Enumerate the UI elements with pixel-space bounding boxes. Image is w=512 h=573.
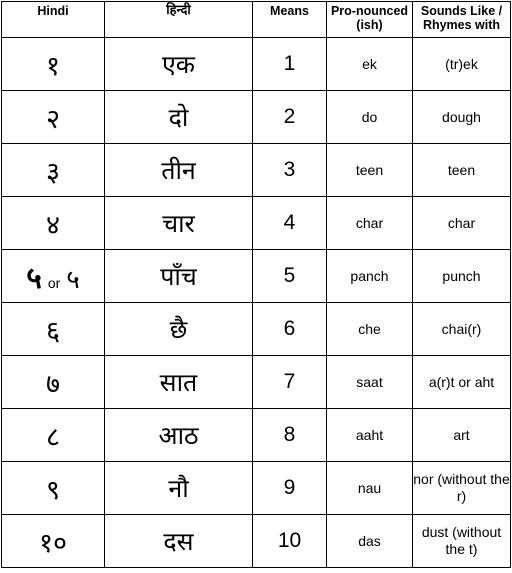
header-pronounced: Pro-nounced (ish): [327, 2, 413, 38]
numeral-cell: ३: [2, 144, 105, 197]
sounds-like-cell: nor (without the r): [413, 462, 511, 515]
word-cell: पाँच: [105, 250, 253, 303]
means-cell: 8: [253, 409, 327, 462]
word-cell: एक: [105, 38, 253, 91]
sounds-like-cell: chai(r): [413, 303, 511, 356]
pronounced-cell: ek: [327, 38, 413, 91]
sounds-like-cell: dough: [413, 91, 511, 144]
table-row: [2, 91, 511, 144]
table-row: [2, 409, 511, 462]
table-row: [2, 303, 511, 356]
numeral-cell: ८: [2, 409, 105, 462]
sounds-like-cell: a(r)t or aht: [413, 356, 511, 409]
pronounced-cell: do: [327, 91, 413, 144]
numeral-variants: [26, 256, 80, 297]
header-row: [2, 2, 511, 38]
means-cell: 1: [253, 38, 327, 91]
numeral-variant-alt: ५: [66, 264, 80, 295]
sounds-like-cell: (tr)ek: [413, 38, 511, 91]
numeral-cell: ४: [2, 197, 105, 250]
pronounced-cell: aaht: [327, 409, 413, 462]
table-row: [2, 462, 511, 515]
sounds-like-cell: art: [413, 409, 511, 462]
word-cell: आठ: [105, 409, 253, 462]
sounds-like-cell: char: [413, 197, 511, 250]
numeral-cell: ७: [2, 356, 105, 409]
numeral-variant-bold: ५: [26, 260, 42, 296]
word-cell: दो: [105, 91, 253, 144]
pronounced-cell: panch: [327, 250, 413, 303]
hindi-numbers-table: [1, 1, 511, 568]
sounds-like-cell: teen: [413, 144, 511, 197]
pronounced-cell: das: [327, 515, 413, 568]
numeral-cell: १०: [2, 515, 105, 568]
pronounced-cell: saat: [327, 356, 413, 409]
table-row: [2, 356, 511, 409]
table-row: [2, 197, 511, 250]
numeral-cell: [2, 250, 105, 303]
means-cell: 3: [253, 144, 327, 197]
numeral-or-label: or: [47, 274, 61, 291]
header-means: Means: [253, 2, 327, 38]
word-cell: नौ: [105, 462, 253, 515]
header-hindi: Hindi: [2, 2, 105, 38]
word-cell: दस: [105, 515, 253, 568]
pronounced-cell: char: [327, 197, 413, 250]
header-sounds-like: Sounds Like / Rhymes with: [413, 2, 511, 38]
means-cell: 4: [253, 197, 327, 250]
word-cell: सात: [105, 356, 253, 409]
table-row: [2, 144, 511, 197]
means-cell: 5: [253, 250, 327, 303]
pronounced-cell: teen: [327, 144, 413, 197]
pronounced-cell: nau: [327, 462, 413, 515]
word-cell: तीन: [105, 144, 253, 197]
table-row: [2, 515, 511, 568]
word-cell: छै: [105, 303, 253, 356]
numeral-cell: ९: [2, 462, 105, 515]
table-row: [2, 250, 511, 303]
numeral-cell: २: [2, 91, 105, 144]
means-cell: 7: [253, 356, 327, 409]
sounds-like-cell: punch: [413, 250, 511, 303]
word-cell: चार: [105, 197, 253, 250]
means-cell: 2: [253, 91, 327, 144]
header-hindi-devanagari: हिन्दी: [105, 2, 253, 38]
numeral-cell: १: [2, 38, 105, 91]
means-cell: 10: [253, 515, 327, 568]
means-cell: 9: [253, 462, 327, 515]
numeral-cell: ६: [2, 303, 105, 356]
sounds-like-cell: dust (without the t): [413, 515, 511, 568]
pronounced-cell: che: [327, 303, 413, 356]
table-row: [2, 38, 511, 91]
means-cell: 6: [253, 303, 327, 356]
